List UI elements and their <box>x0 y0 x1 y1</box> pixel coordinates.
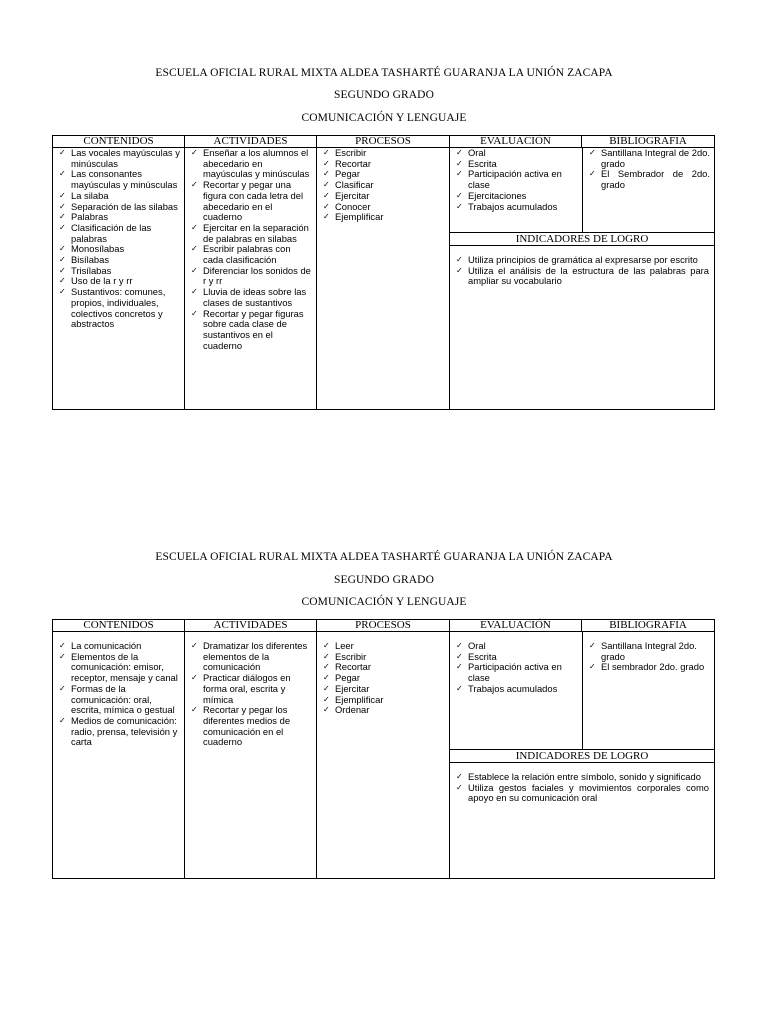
list-item: ✓ Trisílabas <box>57 266 180 277</box>
list-item: ✓ Escrita <box>454 652 578 663</box>
lesson-plan-table <box>52 619 715 879</box>
list-item: ✓ Uso de la r y rr <box>57 276 180 287</box>
procesos-cell <box>317 148 450 410</box>
list-item: ✓ Escrita <box>454 159 578 170</box>
contenidos-cell <box>53 632 185 879</box>
list-item: ✓ Palabras <box>57 212 180 223</box>
evaluacion-list <box>450 148 582 212</box>
list-item: ✓ Ejercitaciones <box>454 191 578 202</box>
list-item: ✓ Clasificación de las palabras <box>57 223 180 244</box>
list-item: ✓ Sustantivos: comunes, propios, individuales, colectivos concretos y abstractos <box>57 287 180 330</box>
list-item: ✓ Conocer <box>321 202 445 213</box>
indicadores-title: INDICADORES DE LOGRO <box>450 232 714 246</box>
header-contenidos: CONTENIDOS <box>53 136 185 148</box>
list-item: ✓ Ejemplificar <box>321 212 445 223</box>
list-item: ✓ Ordenar <box>321 705 445 716</box>
actividades-cell <box>185 148 317 410</box>
header-actividades: ACTIVIDADES <box>185 620 317 632</box>
list-item: ✓ Recortar <box>321 662 445 673</box>
list-item: ✓ Recortar y pegar figuras sobre cada clase de sustantivos en el cuaderno <box>189 309 312 352</box>
evaluation-area <box>450 148 715 410</box>
indicadores-list <box>450 763 714 804</box>
bibliografia-list <box>583 148 714 191</box>
list-item: ✓ Trabajos acumulados <box>454 684 578 695</box>
contenidos-list <box>53 632 184 748</box>
school-title: ESCUELA OFICIAL RURAL MIXTA ALDEA TASHARTÉ GUARANJA LA UNIÓN ZACAPA <box>155 67 613 79</box>
list-item: ✓ Diferenciar los sonidos de r y rr <box>189 266 312 287</box>
list-item: ✓ Santillana Integral 2do. grado <box>587 641 710 662</box>
list-item: ✓ Las vocales mayúsculas y minúsculas <box>57 148 180 169</box>
actividades-list <box>185 148 316 351</box>
indicadores-title: INDICADORES DE LOGRO <box>450 749 714 763</box>
list-item: ✓ Trabajos acumulados <box>454 202 578 213</box>
bibliografia-list <box>583 632 714 673</box>
list-item: ✓ Practicar diálogos en forma oral, escrita y mímica <box>189 673 312 705</box>
actividades-cell <box>185 632 317 879</box>
list-item: ✓ Ejercitar en la separación de palabras en silabas <box>189 223 312 244</box>
bibliografia-cell <box>583 148 714 232</box>
list-item: ✓ La comunicación <box>57 641 180 652</box>
list-item: ✓ Participación activa en clase <box>454 169 578 190</box>
lesson-plan-table <box>52 135 715 410</box>
list-item: ✓ Oral <box>454 641 578 652</box>
list-item: ✓ Las consonantes mayúsculas y minúsculas <box>57 169 180 190</box>
list-item: ✓ Pegar <box>321 169 445 180</box>
list-item: ✓ Recortar <box>321 159 445 170</box>
procesos-list <box>317 632 449 716</box>
header-bibliografia: BIBLIOGRAFIA <box>582 136 715 148</box>
list-item: ✓ La silaba <box>57 191 180 202</box>
header-procesos: PROCESOS <box>317 620 450 632</box>
evaluacion-cell <box>450 632 583 749</box>
list-item: ✓ Dramatizar los diferentes elementos de la comunicación <box>189 641 312 673</box>
list-item: ✓ Pegar <box>321 673 445 684</box>
list-item: ✓ Clasificar <box>321 180 445 191</box>
list-item: ✓ Ejemplificar <box>321 695 445 706</box>
list-item: ✓ Ejercitar <box>321 684 445 695</box>
list-item: ✓ Santillana Integral de 2do. grado <box>587 148 710 169</box>
list-item: ✓ Utiliza el análisis de la estructura de las palabras para ampliar su vocabulario <box>454 266 709 287</box>
list-item: ✓ Elementos de la comunicación: emisor, receptor, mensaje y canal <box>57 652 180 684</box>
procesos-list <box>317 148 449 223</box>
list-item: ✓ Escribir <box>321 652 445 663</box>
indicadores-list <box>450 246 714 287</box>
actividades-list <box>185 632 316 748</box>
list-item: ✓ Participación activa en clase <box>454 662 578 683</box>
subject-title: COMUNICACIÓN Y LENGUAJE <box>301 112 467 124</box>
header-contenidos: CONTENIDOS <box>53 620 185 632</box>
list-item: ✓ Formas de la comunicación: oral, escrita, mímica o gestual <box>57 684 180 716</box>
list-item: ✓ Escribir palabras con cada clasificación <box>189 244 312 265</box>
evaluacion-cell <box>450 148 583 232</box>
bibliografia-cell <box>583 632 714 749</box>
list-item: ✓ Oral <box>454 148 578 159</box>
grade-title: SEGUNDO GRADO <box>333 89 434 101</box>
subject-title: COMUNICACIÓN Y LENGUAJE <box>301 596 467 608</box>
list-item: ✓ Enseñar a los alumnos el abecedario en mayúsculas y minúsculas <box>189 148 312 180</box>
procesos-cell <box>317 632 450 879</box>
contenidos-cell <box>53 148 185 410</box>
header-bibliografia: BIBLIOGRAFIA <box>582 620 715 632</box>
school-title: ESCUELA OFICIAL RURAL MIXTA ALDEA TASHARTÉ GUARANJA LA UNIÓN ZACAPA <box>155 551 613 563</box>
header-evaluacion: EVALUACIÓN <box>450 620 582 632</box>
list-item: ✓ El Sembrador de 2do. grado <box>587 169 710 190</box>
list-item: ✓ El sembrador 2do. grado <box>587 662 710 673</box>
list-item: ✓ Utiliza principios de gramática al expresarse por escrito <box>454 255 709 266</box>
header-procesos: PROCESOS <box>317 136 450 148</box>
list-item: ✓ Lluvia de ideas sobre las clases de sustantivos <box>189 287 312 308</box>
header-evaluacion: EVALUACIÓN <box>450 136 582 148</box>
list-item: ✓ Monosílabas <box>57 244 180 255</box>
contenidos-list <box>53 148 184 330</box>
list-item: ✓ Medios de comunicación: radio, prensa, televisión y carta <box>57 716 180 748</box>
evaluacion-list <box>450 632 582 695</box>
list-item: ✓ Establece la relación entre símbolo, sonido y significado <box>454 772 709 783</box>
list-item: ✓ Utiliza gestos faciales y movimientos corporales como apoyo en su comunicación oral <box>454 783 709 804</box>
list-item: ✓ Leer <box>321 641 445 652</box>
list-item: ✓ Separación de las silabas <box>57 202 180 213</box>
list-item: ✓ Ejercitar <box>321 191 445 202</box>
list-item: ✓ Recortar y pegar una figura con cada letra del abecedario en el cuaderno <box>189 180 312 223</box>
evaluation-area <box>450 632 715 879</box>
list-item: ✓ Bisílabas <box>57 255 180 266</box>
list-item: ✓ Recortar y pegar los diferentes medios de comunicación en el cuaderno <box>189 705 312 748</box>
grade-title: SEGUNDO GRADO <box>333 574 434 586</box>
list-item: ✓ Escribir <box>321 148 445 159</box>
header-actividades: ACTIVIDADES <box>185 136 317 148</box>
